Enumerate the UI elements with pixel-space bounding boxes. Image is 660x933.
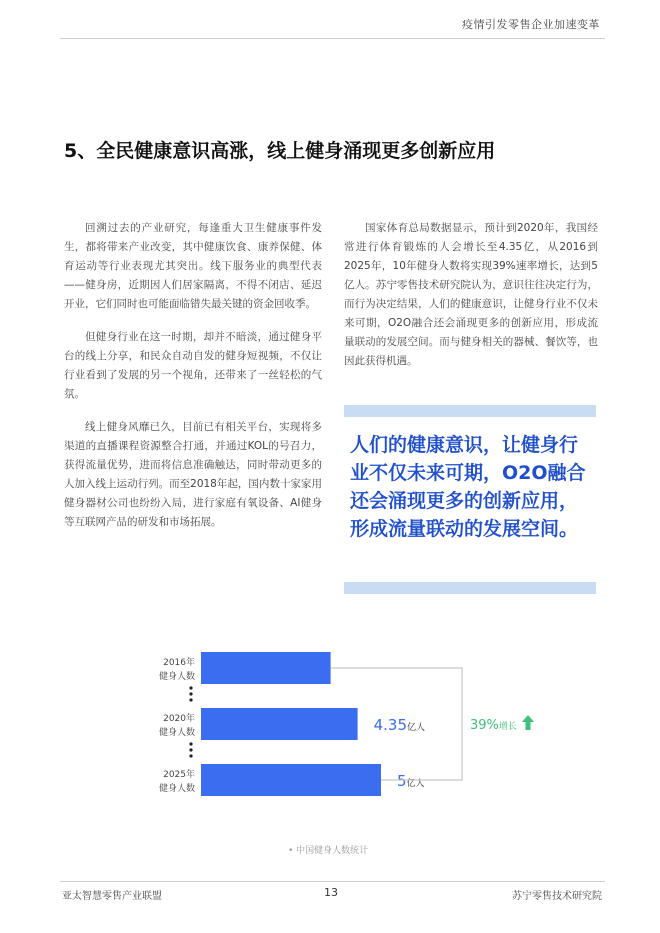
chart-source: • 中国健身人数统计 — [288, 846, 369, 856]
quote-band-bottom — [344, 582, 596, 594]
header-divider — [60, 38, 605, 39]
section-title: 5、全民健康意识高涨，线上健身涌现更多创新应用 — [64, 140, 496, 162]
ellipsis-dot — [189, 698, 192, 701]
footer-divider — [60, 881, 605, 882]
growth-arrow-icon — [522, 715, 534, 730]
data-value: 5 — [397, 772, 407, 790]
growth-text: 增长 — [498, 722, 517, 732]
body-paragraph: 线上健身风靡已久，目前已有相关平台，实现将多渠道的直播课程资源整合打通，并通过KOL的号召力，获得流量优势，进而将信息准确触达，同时带动更多的人加入线上运动行列。而至2018年起，国内数十家家用健身器材公司也纷纷入局，进行家庭有氧设备、AI健身等互联网产品的研发和市场拓展。 — [64, 421, 322, 528]
left-column — [64, 219, 322, 546]
category-label: 健身人数 — [158, 784, 195, 794]
quote-band-top — [344, 405, 596, 417]
data-label — [374, 716, 425, 734]
fitness-population-chart — [150, 640, 570, 820]
data-unit: 亿人 — [406, 779, 425, 789]
bar-1 — [201, 708, 358, 740]
category-label: 2016年 — [163, 658, 195, 668]
body-paragraph: 国家体育总局数据显示，预计到2020年，我国经常进行体育锻炼的人会增长至4.35亿，从2016到2025年，10年健身人数将实现39%速率增长，达到5亿人。苏宁零售技术研究院认为，意识往往决定行为，而行为决定结果，人们的健康意识，让健身行业不仅未来可期，O2O融合还会涌现更多的创新应用，形成流量联动的发展空间。而与健身相关的器械、餐饮等，也因此获得机遇。 — [344, 222, 598, 367]
growth-label — [470, 718, 517, 733]
chart-source-text: 中国健身人数统计 — [296, 846, 369, 856]
ellipsis-dot — [189, 754, 192, 757]
pull-quote: 人们的健康意识，让健身行业不仅未来可期，O2O融合还会涌现更多的创新应用，形成流量联动的发展空间。 — [350, 434, 586, 540]
growth-value: 39% — [470, 718, 499, 733]
bar-2 — [201, 764, 381, 796]
category-label: 2020年 — [163, 714, 195, 724]
body-paragraph: 但健身行业在这一时期，却并不暗淡，通过健身平台的线上分享，和民众自动自发的健身短视频，不仅让行业看到了发展的另一个视角，还带来了一丝轻松的气氛。 — [64, 331, 322, 400]
footer-organization: 亚太智慧零售产业联盟 — [62, 891, 162, 902]
right-column — [344, 219, 598, 385]
data-label — [397, 772, 425, 790]
ellipsis-dot — [189, 692, 192, 695]
category-label: 健身人数 — [158, 672, 195, 682]
footer-institute: 苏宁零售技术研究院 — [512, 891, 602, 902]
ellipsis-dot — [189, 748, 192, 751]
page-number: 13 — [324, 886, 338, 899]
running-header: 疫情引发零售企业加速变革 — [462, 18, 600, 31]
body-paragraph: 回溯过去的产业研究，每逢重大卫生健康事件发生，都将带来产业改变，其中健康饮食、康养保健、体育运动等行业表现尤其突出。线下服务业的典型代表——健身房，近期因人们居家隔离，不得不闭店、延迟开业，它们同时也可能面临错失最关键的资金回收季。 — [64, 222, 322, 310]
bar-0 — [201, 652, 331, 684]
data-unit: 亿人 — [407, 723, 426, 733]
ellipsis-dot — [189, 686, 192, 689]
ellipsis-dot — [189, 742, 192, 745]
category-label: 2025年 — [163, 770, 195, 780]
category-label: 健身人数 — [158, 728, 195, 738]
data-value: 4.35 — [373, 716, 408, 734]
